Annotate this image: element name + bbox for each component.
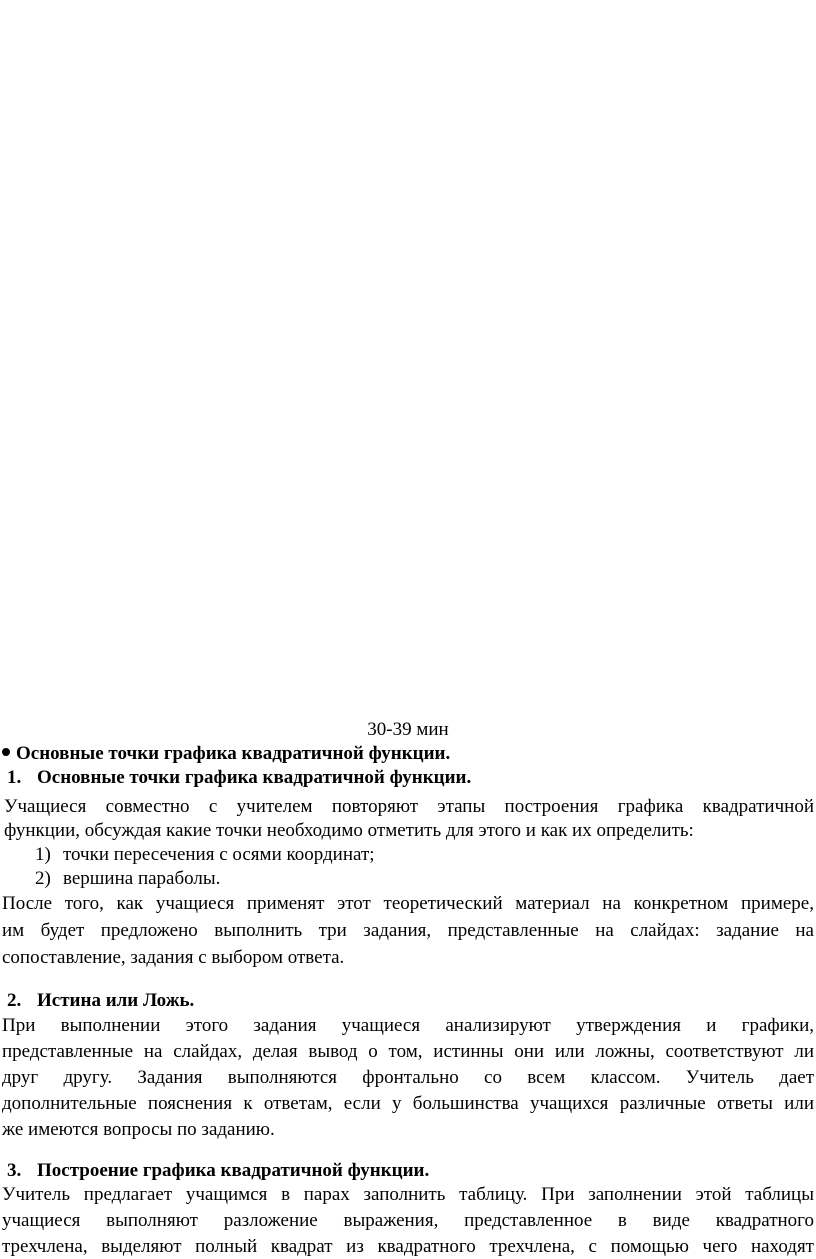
section3-line: трехчлена, выделяют полный квадрат из квадратного трехчлена, с помощью чего находят: [2, 1236, 814, 1257]
section2-line: дополнительные пояснения к ответам, если у большинства учащихся различные ответы или: [2, 1093, 814, 1114]
section1-list-item: [35, 867, 220, 891]
section3-line: Учитель предлагает учащимся в парах заполнить таблицу. При заполнении этой таблицы: [2, 1184, 814, 1205]
section2-line: представленные на слайдах, делая вывод о том, истинны они или ложны, соответствуют ли: [2, 1041, 814, 1062]
section3-heading-text: Построение графика квадратичной функции.: [37, 1160, 430, 1181]
time-label: [0, 718, 816, 742]
main-heading: [2, 742, 450, 766]
section3-number: 3.: [7, 1160, 22, 1181]
list-item-text: вершина параболы.: [63, 868, 221, 889]
time-label-text: 30-39 мин: [367, 719, 449, 740]
section1-after-line: После того, как учащиеся применят этот теоретический материал на конкретном примере,: [2, 893, 814, 914]
section1-intro-line: Учащиеся совместно с учителем повторяют этапы построения графика квадратичной: [4, 796, 814, 817]
section1-after-line: сопоставление, задания с выбором ответа.: [2, 947, 345, 968]
section2-number: 2.: [7, 990, 22, 1011]
list-item-number: 1): [35, 844, 51, 865]
section1-after: [2, 892, 814, 970]
section1-list-item: [35, 843, 375, 867]
section2-line: же имеются вопросы по заданию.: [2, 1119, 275, 1140]
section1-intro: [4, 795, 814, 843]
section1-number: 1.: [7, 767, 22, 788]
section1-intro-line: функции, обсуждая какие точки необходимо отметить для этого и как их определить:: [4, 820, 694, 841]
bullet-icon: [2, 748, 10, 756]
section2-line: друг другу. Задания выполняются фронтально со всем классом. Учитель дает: [2, 1067, 814, 1088]
section2-heading-text: Истина или Ложь.: [37, 990, 195, 1011]
section1-after-line: им будет предложено выполнить три задания, представленные на слайдах: задание на: [2, 920, 814, 941]
section3-heading: [7, 1159, 429, 1183]
section3-line: учащиеся выполняют разложение выражения, представленное в виде квадратного: [2, 1210, 814, 1231]
section2-line: При выполнении этого задания учащиеся анализируют утверждения и графики,: [2, 1015, 814, 1036]
section2-body: [2, 1014, 814, 1142]
section1-heading-text: Основные точки графика квадратичной функции.: [37, 767, 472, 788]
main-heading-text: Основные точки графика квадратичной функции.: [16, 743, 451, 764]
section2-heading: [7, 989, 194, 1013]
list-item-number: 2): [35, 868, 51, 889]
list-item-text: точки пересечения с осями координат;: [63, 844, 375, 865]
section3-body: [2, 1183, 814, 1259]
section1-heading: [7, 766, 471, 790]
